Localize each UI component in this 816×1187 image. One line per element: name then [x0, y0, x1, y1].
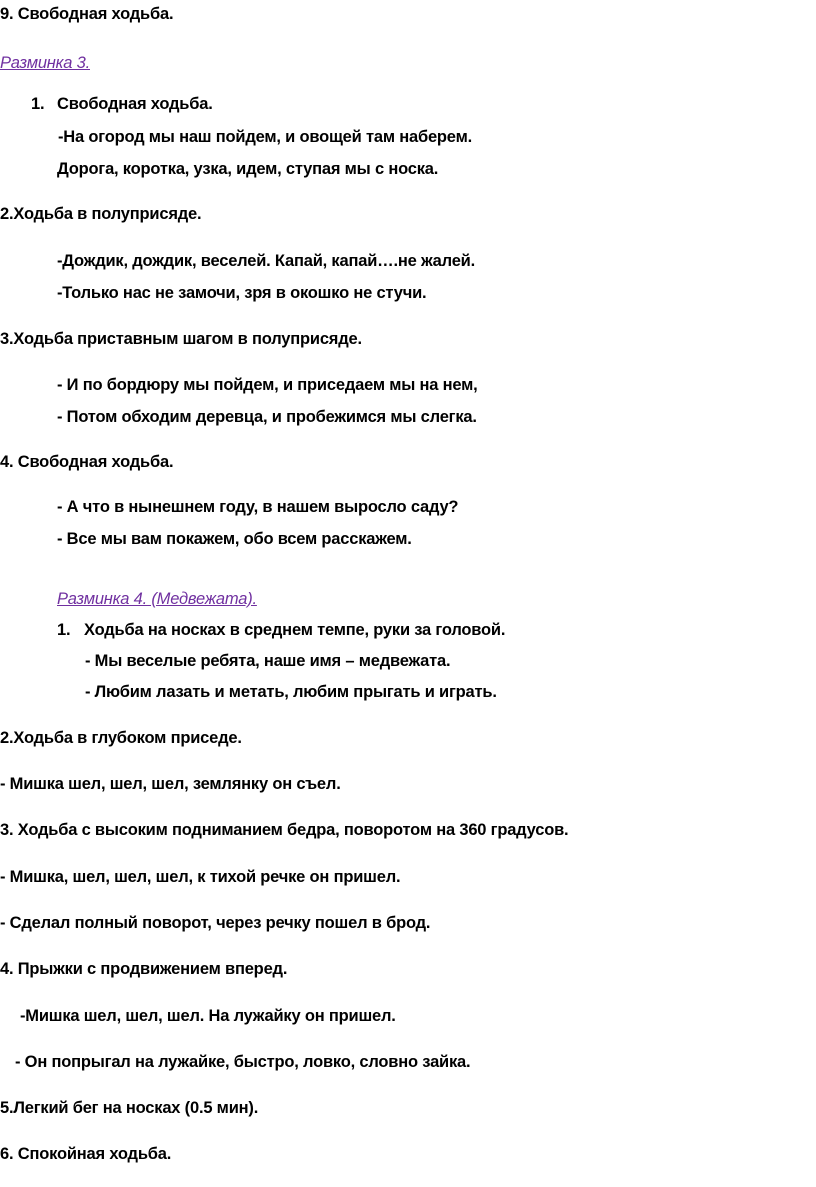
section-heading: Разминка 4. (Медвежата). — [57, 590, 257, 608]
section-heading: Разминка 3. — [0, 54, 90, 72]
text-line: - Потом обходим деревца, и пробежимся мы слегка. — [57, 408, 477, 426]
text-line: - Мишка шел, шел, шел, землянку он съел. — [0, 775, 341, 793]
text-line: -Дождик, дождик, веселей. Капай, капай….не жалей. — [57, 252, 475, 270]
text-line: 3.Ходьба приставным шагом в полуприсяде. — [0, 330, 362, 348]
list-item: Ходьба на носках в среднем темпе, руки за головой. — [84, 621, 506, 639]
text-line: 6. Спокойная ходьба. — [0, 1145, 172, 1163]
text-line: 4. Свободная ходьба. — [0, 453, 174, 471]
text-line: - И по бордюру мы пойдем, и приседаем мы на нем, — [57, 376, 478, 394]
text-line: 2.Ходьба в глубоком приседе. — [0, 729, 242, 747]
text-line: - Он попрыгал на лужайке, быстро, ловко, словно зайка. — [15, 1053, 471, 1071]
list-number: 1. — [57, 621, 71, 639]
text-line: - Мишка, шел, шел, шел, к тихой речке он пришел. — [0, 868, 401, 886]
text-line: - А что в нынешнем году, в нашем выросло саду? — [57, 498, 459, 516]
text-line: - Мы веселые ребята, наше имя – медвежата. — [85, 652, 451, 670]
text-line: -На огород мы наш пойдем, и овощей там наберем. — [58, 128, 472, 146]
text-line: 2.Ходьба в полуприсяде. — [0, 205, 202, 223]
text-line: -Только нас не замочи, зря в окошко не стучи. — [57, 284, 427, 302]
list-number: 1. — [31, 95, 45, 113]
text-line: -Мишка шел, шел, шел. На лужайку он пришел. — [20, 1007, 396, 1025]
text-line: - Сделал полный поворот, через речку пошел в брод. — [0, 914, 431, 932]
text-line: 3. Ходьба с высоким подниманием бедра, поворотом на 360 градусов. — [0, 821, 569, 839]
text-line: 9. Свободная ходьба. — [0, 5, 174, 23]
text-line: - Любим лазать и метать, любим прыгать и играть. — [85, 683, 497, 701]
text-line: Дорога, коротка, узка, идем, ступая мы с носка. — [57, 160, 439, 178]
text-line: - Все мы вам покажем, обо всем расскажем. — [57, 530, 412, 548]
list-item: Свободная ходьба. — [57, 95, 213, 113]
text-line: 4. Прыжки с продвижением вперед. — [0, 960, 288, 978]
text-line: 5.Легкий бег на носках (0.5 мин). — [0, 1099, 259, 1117]
